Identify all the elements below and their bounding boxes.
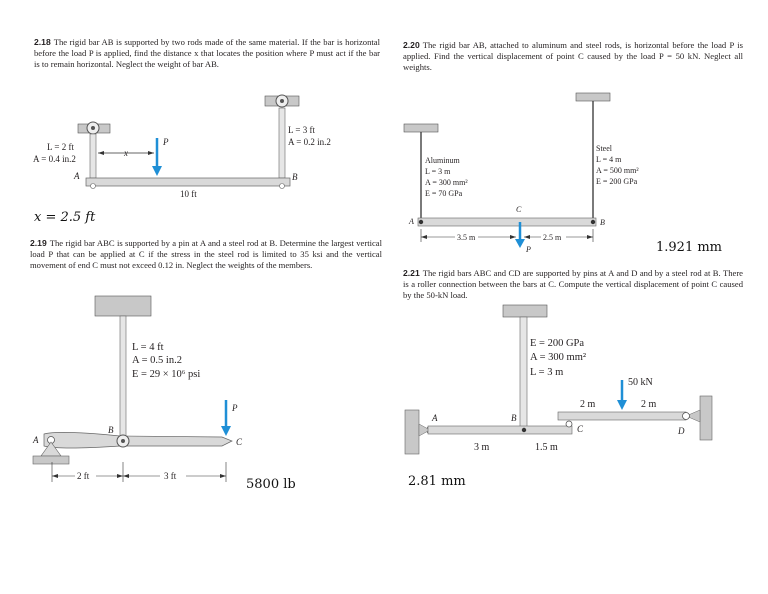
rigid-bar-abc bbox=[428, 426, 572, 434]
left-wall bbox=[405, 410, 419, 454]
problem-text: The rigid bar AB, attached to aluminum and steel rods, is horizontal before the load P is applied. Find the vertical displacement of point C caused by the load P = 50 kN. Neglect all weights. bbox=[403, 40, 743, 73]
dim-c-load-label: 2 m bbox=[580, 399, 596, 410]
problem-text: The rigid bar ABC is supported by a pin at A and a steel rod at B. Determine the largest vertical load P that can be applied at C if the stress in the steel rod is limited to 35 ksi and the vertical movement of end C must not exceed 0.12 in. Neglect the weights of the members. bbox=[30, 238, 382, 271]
aluminum-modulus: E = 70 GPa bbox=[425, 189, 463, 198]
load-label: 50 kN bbox=[628, 377, 653, 388]
answer-2-19: 5800 lb bbox=[246, 477, 296, 492]
roller-c bbox=[566, 421, 572, 427]
problem-text: The rigid bar AB is supported by two rods made of the same material. If the bar is horizontal before the load P is applied, find the distance x that locates the position where P must act if the bar is to remain horizontal. Neglect the weight of bar AB. bbox=[34, 37, 380, 70]
rod-modulus: E = 29 × 10⁶ psi bbox=[132, 369, 201, 380]
rod-left-length: L = 2 ft bbox=[47, 142, 74, 152]
dim-ab-label: 3 m bbox=[474, 442, 490, 453]
steel-rod bbox=[520, 317, 527, 427]
load-p-label: P bbox=[232, 403, 238, 413]
answer-2-21: 2.81 mm bbox=[408, 474, 466, 489]
problem-number: 2.19 bbox=[30, 238, 47, 248]
dim-cb-label: 2.5 m bbox=[543, 233, 562, 242]
point-b-label: B bbox=[108, 425, 114, 435]
steel-area: A = 500 mm² bbox=[596, 166, 639, 175]
rod-length: L = 3 m bbox=[530, 367, 564, 378]
dim-ab-label: 2 ft bbox=[77, 471, 90, 481]
dim-bc-label: 1.5 m bbox=[535, 442, 558, 453]
point-a-label: A bbox=[432, 413, 438, 423]
rod-length: L = 4 ft bbox=[132, 342, 164, 353]
load-50kn-arrow bbox=[617, 400, 627, 410]
point-a-label: A bbox=[74, 171, 80, 181]
x-dimension-label: x bbox=[124, 148, 128, 158]
rigid-bar-cd bbox=[558, 412, 686, 420]
point-c-label: C bbox=[516, 205, 522, 214]
problem-number: 2.20 bbox=[403, 40, 420, 50]
rod-area: A = 300 mm² bbox=[530, 352, 587, 363]
pin-d bbox=[683, 413, 690, 420]
point-d-label: D bbox=[678, 426, 685, 436]
problem-number: 2.18 bbox=[34, 37, 51, 47]
rod-modulus: E = 200 GPa bbox=[530, 338, 585, 349]
answer-2-18: x = 2.5 ft bbox=[34, 210, 96, 225]
bar-length-label: 10 ft bbox=[180, 189, 197, 199]
point-a-label: A bbox=[409, 217, 414, 226]
point-c-label: C bbox=[577, 424, 584, 434]
rod-right-length: L = 3 ft bbox=[288, 125, 315, 135]
dim-bc-label: 3 ft bbox=[164, 471, 177, 481]
right-wall bbox=[700, 396, 712, 440]
answer-2-20: 1.921 mm bbox=[656, 240, 723, 255]
aluminum-area: A = 300 mm² bbox=[425, 178, 468, 187]
problem-text: The rigid bars ABC and CD are supported by pins at A and D and by a steel rod at B. There is a roller connection between the bars at C. Compute the vertical displacement of point C caused by the 50-kN load. bbox=[403, 268, 743, 301]
point-a-label: A bbox=[33, 435, 39, 445]
dim-ac-label: 3.5 m bbox=[457, 233, 476, 242]
aluminum-length: L = 3 m bbox=[425, 167, 451, 176]
dim-load-d-label: 2 m bbox=[641, 399, 657, 410]
point-b-label: B bbox=[600, 218, 605, 227]
rod-right-area: A = 0.2 in.2 bbox=[288, 137, 331, 147]
steel-modulus: E = 200 GPa bbox=[596, 177, 638, 186]
ceiling bbox=[503, 305, 547, 317]
rod-area: A = 0.5 in.2 bbox=[132, 355, 182, 366]
point-c-label: C bbox=[236, 437, 243, 447]
load-p-label: P bbox=[526, 245, 531, 254]
rod-left-area: A = 0.4 in.2 bbox=[33, 154, 76, 164]
problem-number: 2.21 bbox=[403, 268, 420, 278]
point-b-label: B bbox=[511, 413, 517, 423]
steel-title: Steel bbox=[596, 144, 612, 153]
load-p-label: P bbox=[163, 137, 169, 147]
point-b-label: B bbox=[292, 172, 298, 182]
steel-length: L = 4 m bbox=[596, 155, 622, 164]
aluminum-title: Aluminum bbox=[425, 156, 460, 165]
